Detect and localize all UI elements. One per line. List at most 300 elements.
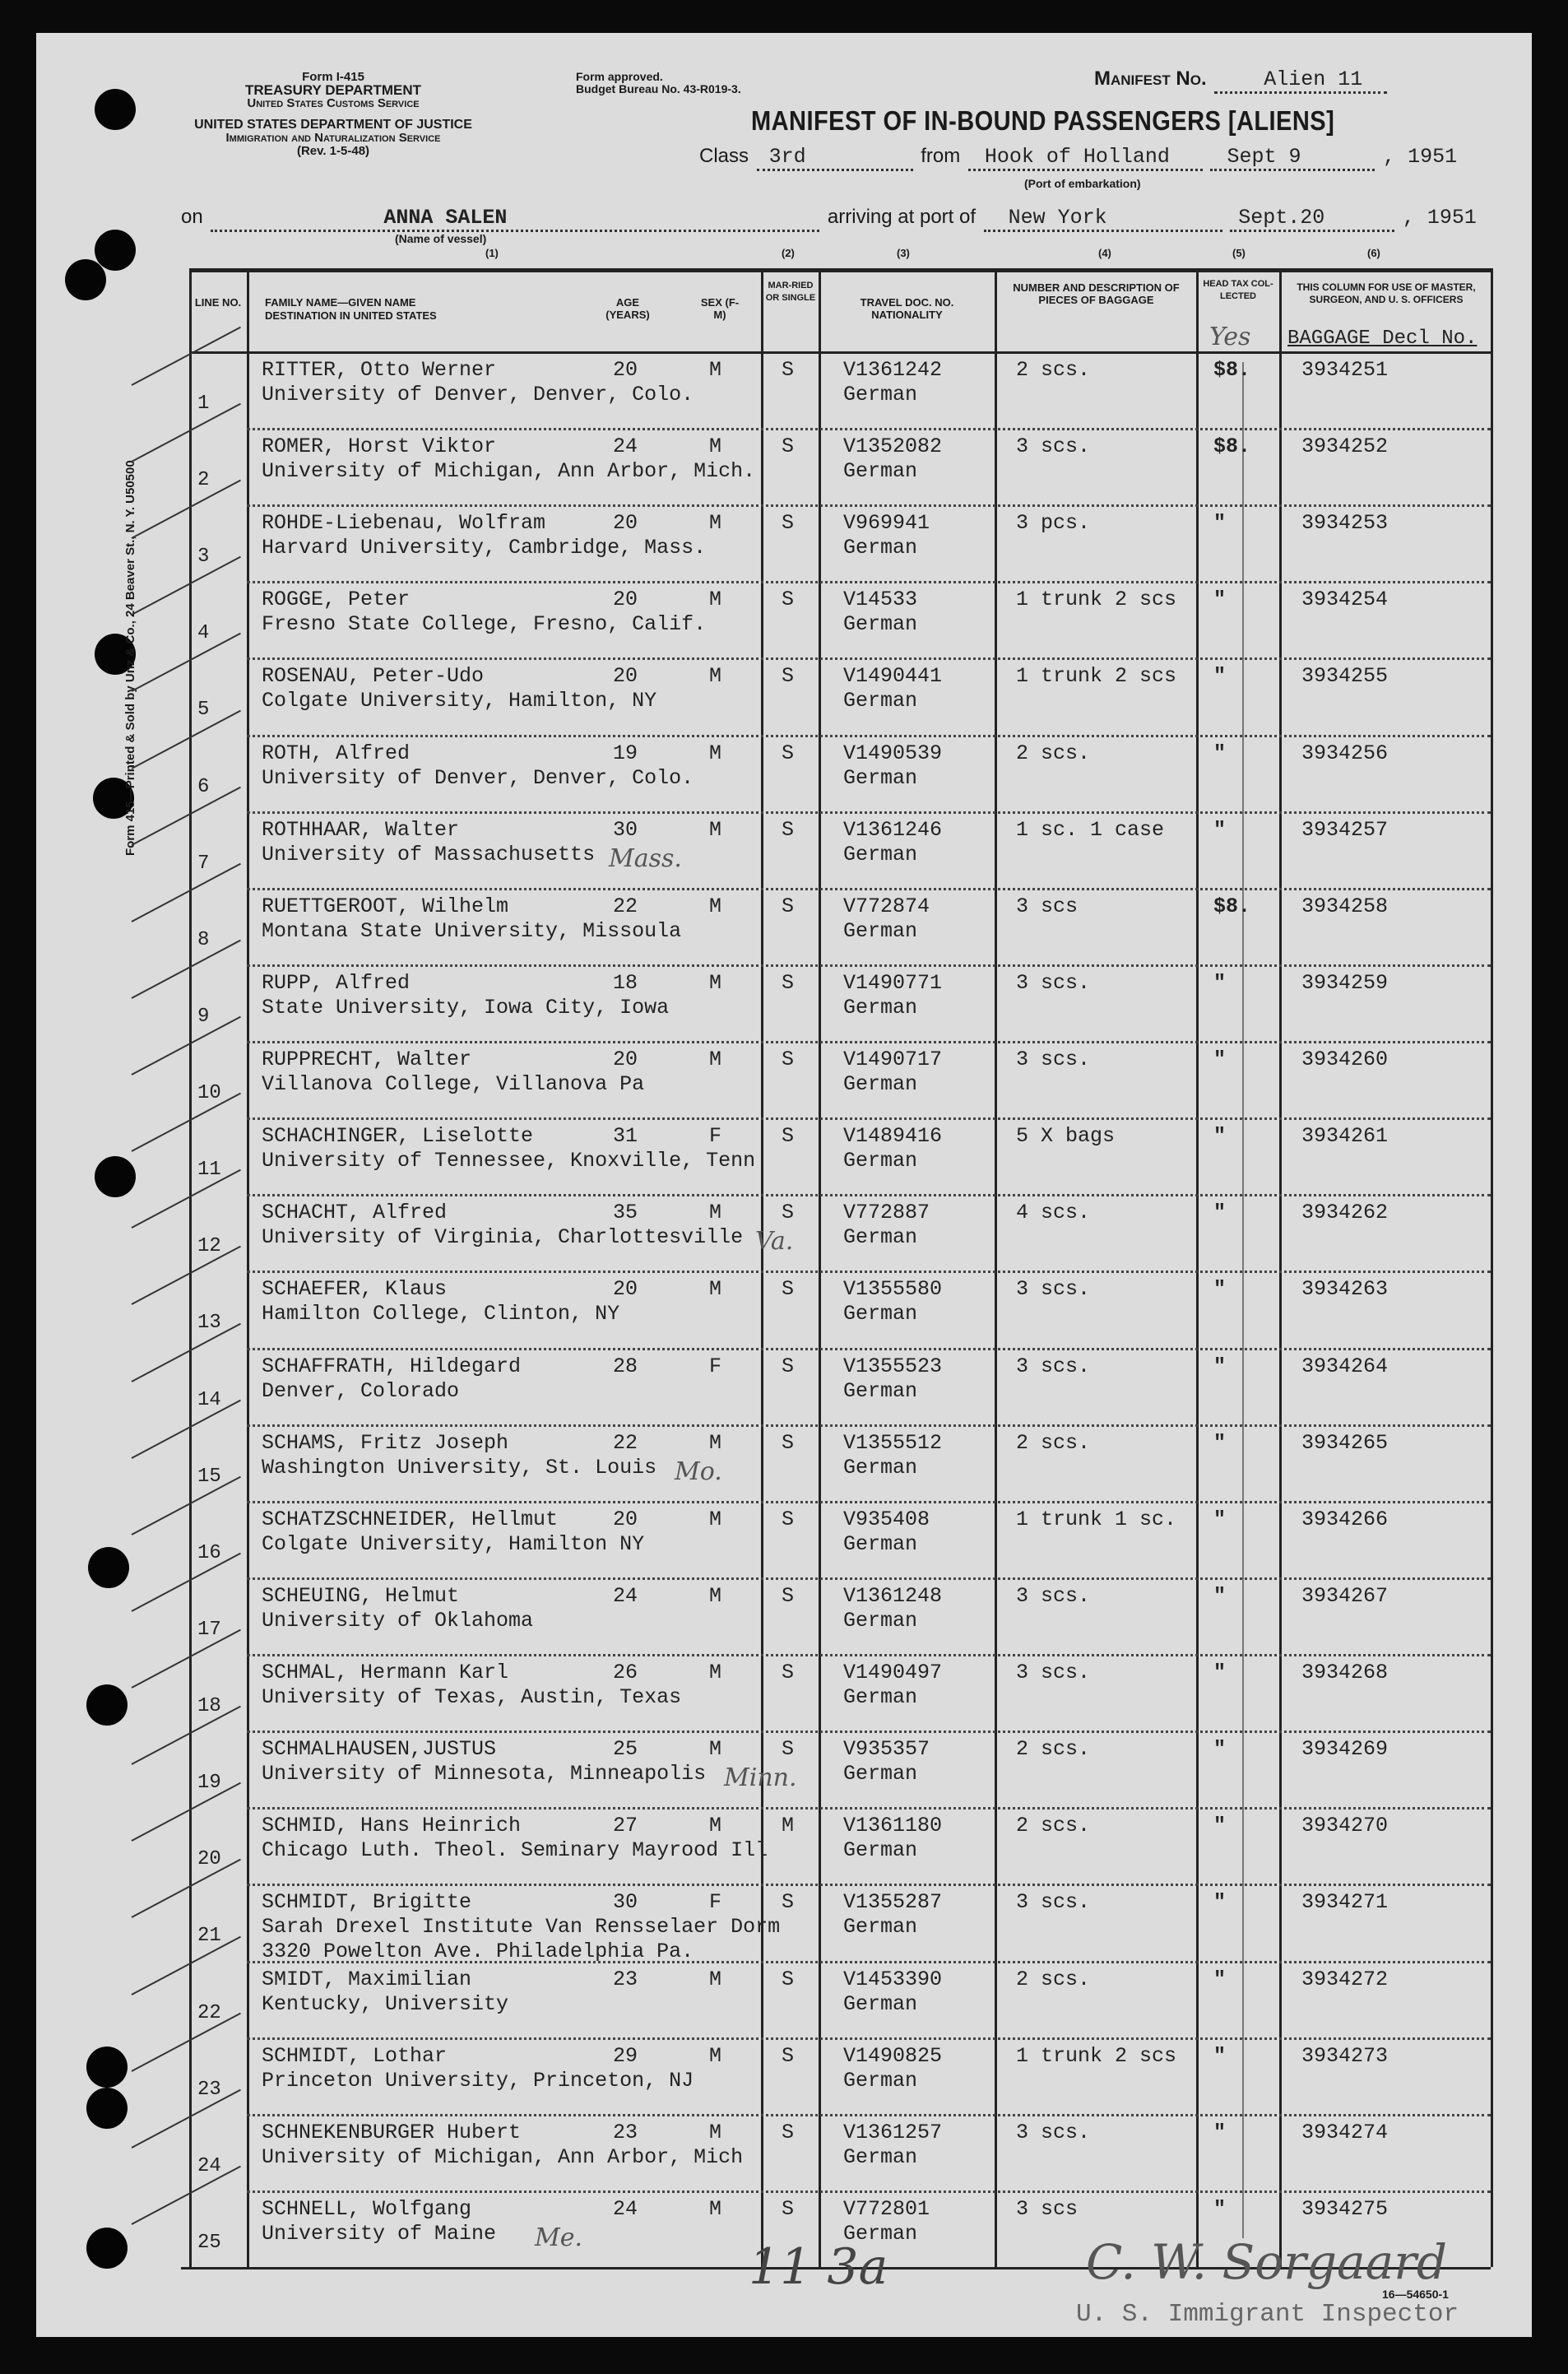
form-approved: Form approved. (576, 70, 663, 83)
vessel-line (181, 206, 1477, 232)
sex: M (709, 1737, 722, 1761)
baggage: 3 scs (1016, 894, 1079, 918)
row-separator (247, 1117, 1491, 1120)
destination: University of Oklahoma (262, 1609, 534, 1633)
nationality: German (843, 1379, 918, 1403)
line-number: 23 (197, 2079, 221, 2101)
sex: M (709, 588, 722, 611)
marital-status: S (782, 741, 795, 765)
baggage: 1 sc. 1 case (1016, 818, 1165, 842)
baggage-decl-number: 3934251 (1301, 358, 1389, 382)
travel-doc-number: V1355287 (843, 1890, 943, 1914)
column-divider (1196, 268, 1199, 2267)
baggage-decl-number: 3934265 (1301, 1431, 1389, 1455)
baggage-decl-number: 3934275 (1301, 2197, 1389, 2221)
passenger-name: SCHATZSCHNEIDER, Hellmut (262, 1508, 559, 1531)
baggage: 3 scs. (1016, 1277, 1091, 1301)
column-divider (819, 268, 821, 2267)
punch-hole (65, 259, 106, 300)
class-value: 3rd (757, 145, 913, 171)
line-number: 2 (197, 469, 210, 491)
passenger-name: ROHDE-Liebenau, Wolfram (262, 511, 546, 535)
line-number: 19 (197, 1772, 221, 1794)
destination: Washington University, St. Louis (262, 1456, 657, 1480)
sex: F (709, 1890, 722, 1914)
line-number: 9 (197, 1006, 210, 1028)
nationality: German (843, 459, 918, 483)
row-separator (247, 2190, 1491, 2193)
sex: F (709, 1124, 722, 1148)
line-number: 22 (197, 2002, 221, 2024)
passenger-name: RUETTGEROOT, Wilhelm (262, 894, 509, 918)
passenger-name: ROGGE, Peter (262, 588, 411, 611)
baggage: 3 scs. (1016, 2121, 1091, 2144)
travel-doc-number: V1490497 (843, 1661, 943, 1684)
passenger-name: SCHMIDT, Brigitte (262, 1890, 472, 1914)
sex: M (709, 2121, 722, 2144)
customs-service: United States Customs Service (247, 96, 420, 110)
age: 20 (613, 358, 638, 382)
col-header-sex: SEX (F-M) (700, 296, 740, 321)
head-tax: " (1213, 971, 1227, 995)
handwritten-state-note: Mass. (609, 844, 682, 873)
baggage-decl-number: 3934261 (1301, 1124, 1389, 1148)
passenger-name: SCHAEFER, Klaus (262, 1277, 448, 1301)
col-header-officers: THIS COLUMN FOR USE OF MASTER, SURGEON, AND U. S. OFFICERS (1297, 281, 1476, 305)
nationality: German (843, 689, 918, 713)
baggage-decl-number: 3934269 (1301, 1737, 1389, 1761)
row-separator (247, 1731, 1491, 1733)
age: 24 (613, 1584, 638, 1608)
baggage: 3 scs. (1016, 1584, 1091, 1608)
passenger-name: ROMER, Horst Viktor (262, 434, 497, 458)
col-header-destination: DESTINATION IN UNITED STATES (265, 309, 437, 322)
baggage-decl-number: 3934273 (1301, 2044, 1389, 2068)
sex: M (709, 894, 722, 918)
age: 29 (613, 2044, 638, 2068)
baggage: 3 scs. (1016, 1890, 1091, 1914)
age: 20 (613, 1277, 638, 1301)
line-number: 8 (197, 929, 210, 951)
arriving-label: arriving at port of (827, 206, 977, 228)
destination: University of Texas, Austin, Texas (262, 1685, 682, 1709)
marital-status: S (782, 1124, 795, 1148)
destination: Hamilton College, Clinton, NY (262, 1302, 620, 1326)
row-separator (247, 1194, 1491, 1196)
row-separator (247, 428, 1491, 430)
head-tax: " (1213, 1508, 1227, 1531)
from-label: from (921, 145, 961, 167)
destination: Colgate University, Hamilton NY (262, 1532, 645, 1556)
sex: M (709, 741, 722, 765)
row-separator (247, 1501, 1491, 1503)
form-approval (576, 71, 741, 95)
destination: University of Denver, Denver, Colo. (262, 766, 694, 790)
line-number: 15 (197, 1466, 221, 1488)
baggage-decl-number: 3934266 (1301, 1508, 1389, 1531)
head-tax: $8. (1213, 894, 1251, 918)
inspector-signature: C. W. Sorgaard (1086, 2234, 1448, 2290)
nationality: German (843, 2069, 918, 2093)
travel-doc-number: V1490771 (843, 971, 943, 995)
baggage: 3 pcs. (1016, 511, 1091, 535)
column-number: (3) (897, 247, 910, 259)
travel-doc-number: V969941 (843, 511, 930, 535)
age: 22 (613, 1431, 638, 1455)
baggage-decl-number: 3934255 (1301, 664, 1389, 688)
destination: Princeton University, Princeton, NJ (262, 2069, 694, 2093)
sex: M (709, 1048, 722, 1071)
destination: University of Michigan, Ann Arbor, Mich (262, 2145, 744, 2169)
nationality: German (843, 1149, 918, 1173)
treasury-dept: TREASURY DEPARTMENT (244, 82, 422, 98)
marital-status: S (782, 971, 795, 995)
head-tax: " (1213, 1431, 1227, 1455)
nationality: German (843, 1992, 918, 2016)
marital-status: S (782, 894, 795, 918)
row-separator (247, 1884, 1491, 1886)
sex: F (709, 1354, 722, 1378)
column-number: (2) (782, 247, 795, 259)
line-number: 1 (197, 393, 210, 415)
head-tax: " (1213, 1661, 1227, 1684)
destination: Chicago Luth. Theol. Seminary Mayrood Ill (262, 1838, 768, 1862)
destination: University of Tennessee, Knoxville, Tenn (262, 1149, 756, 1173)
vessel-name: ANNA SALEN (211, 206, 819, 232)
marital-status: S (782, 1201, 795, 1224)
travel-doc-number: V1352082 (843, 434, 943, 458)
handwritten-state-note: Mo. (675, 1457, 722, 1486)
row-separator (247, 2114, 1491, 2116)
nationality: German (843, 843, 918, 866)
head-tax: " (1213, 2197, 1227, 2221)
vessel-caption: (Name of vessel) (395, 232, 487, 245)
head-tax: " (1213, 2121, 1227, 2144)
nationality: German (843, 1225, 918, 1249)
age: 20 (613, 588, 638, 611)
line-number: 18 (197, 1695, 221, 1717)
marital-status: S (782, 1967, 795, 1991)
baggage: 3 scs. (1016, 1354, 1091, 1378)
travel-doc-number: V1355580 (843, 1277, 943, 1301)
age: 23 (613, 1967, 638, 1991)
baggage-decl-number: 3934260 (1301, 1048, 1389, 1071)
baggage: 3 scs. (1016, 971, 1091, 995)
travel-doc-number: V1490825 (843, 2044, 943, 2068)
col-header-married: MAR-RIED OR SINGLE (765, 281, 816, 303)
manifest-no-value: Alien 11 (1214, 67, 1387, 94)
travel-doc-number: V1490717 (843, 1048, 943, 1071)
column-divider (247, 268, 249, 2267)
travel-doc-number: V935357 (843, 1737, 930, 1761)
punch-hole (86, 1684, 128, 1726)
departure-date: Sept 9 (1210, 145, 1375, 171)
baggage: 2 scs. (1016, 1967, 1091, 1991)
baggage: 4 scs. (1016, 1201, 1091, 1224)
head-tax: " (1213, 1277, 1227, 1301)
row-separator (247, 964, 1491, 967)
line-number: 14 (197, 1389, 221, 1411)
passenger-name: RITTER, Otto Werner (262, 358, 497, 382)
row-separator (247, 811, 1491, 814)
punch-hole (86, 2228, 128, 2269)
head-tax: " (1213, 1124, 1227, 1148)
travel-doc-number: V1355523 (843, 1354, 943, 1378)
travel-doc-number: V772887 (843, 1201, 930, 1224)
line-number: 11 (197, 1159, 221, 1181)
head-tax: $8. (1213, 434, 1251, 458)
port-embarkation-caption: (Port of embarkation) (1024, 177, 1141, 190)
nationality: German (843, 1609, 918, 1633)
column-divider (995, 268, 997, 2267)
head-tax: " (1213, 1584, 1227, 1608)
sex: M (709, 1201, 722, 1224)
marital-status: S (782, 588, 795, 611)
handwritten-state-note: Me. (535, 2223, 583, 2252)
sex: M (709, 1967, 722, 1991)
travel-doc-number: V772874 (843, 894, 930, 918)
column-number: (6) (1367, 247, 1380, 259)
row-separator (247, 1424, 1491, 1427)
row-separator (247, 1807, 1491, 1810)
sex: M (709, 818, 722, 842)
travel-doc-number: V772801 (843, 2197, 930, 2221)
travel-doc-number: V1355512 (843, 1431, 943, 1455)
passenger-name: SCHMIDT, Lothar (262, 2044, 448, 2068)
age: 24 (613, 434, 638, 458)
destination: Montana State University, Missoula (262, 919, 682, 943)
head-tax: " (1213, 511, 1227, 535)
age: 25 (613, 1737, 638, 1761)
head-tax: " (1213, 2044, 1227, 2068)
marital-status: S (782, 2044, 795, 2068)
col-header-age: AGE (YEARS) (605, 296, 650, 321)
row-separator (247, 735, 1491, 737)
destination: University of Massachusetts (262, 843, 596, 866)
row-separator (247, 2037, 1491, 2040)
line-number: 3 (197, 546, 210, 568)
destination: University of Michigan, Ann Arbor, Mich. (262, 459, 756, 483)
baggage-decl-number: 3934254 (1301, 588, 1389, 611)
sex: M (709, 1584, 722, 1608)
handwritten-state-note: Minn. (724, 1763, 797, 1792)
column-divider (1491, 268, 1493, 2267)
age: 23 (613, 2121, 638, 2144)
destination: University of Denver, Denver, Colo. (262, 383, 694, 407)
sex: M (709, 1277, 722, 1301)
travel-doc-number: V1361242 (843, 358, 943, 382)
nationality: German (843, 1915, 918, 1939)
head-tax: " (1213, 1048, 1227, 1071)
baggage-decl-number: 3934259 (1301, 971, 1389, 995)
baggage-decl-number: 3934270 (1301, 1814, 1389, 1837)
marital-status: M (782, 1814, 795, 1837)
line-number: 10 (197, 1082, 221, 1104)
head-tax: " (1213, 1890, 1227, 1914)
document-title: MANIFEST OF IN-BOUND PASSENGERS [ALIENS] (751, 105, 1335, 136)
passenger-name: ROSENAU, Peter-Udo (262, 664, 485, 688)
head-tax-handwritten-yes: Yes (1209, 323, 1251, 351)
head-tax: " (1213, 818, 1227, 842)
passenger-name: SCHNEKENBURGER Hubert (262, 2121, 522, 2144)
destination: Villanova College, Villanova Pa (262, 1072, 645, 1096)
destination: Harvard University, Cambridge, Mass. (262, 536, 707, 560)
row-separator (247, 1654, 1491, 1656)
passenger-name: RUPPRECHT, Walter (262, 1048, 472, 1071)
col-header-travel-doc: TRAVEL DOC. NO. NATIONALITY (860, 296, 954, 321)
line-number: 13 (197, 1312, 221, 1334)
line-number: 7 (197, 853, 210, 875)
marital-status: S (782, 2197, 795, 2221)
baggage: 2 scs. (1016, 1431, 1091, 1455)
punch-hole (95, 89, 136, 130)
row-separator (247, 1041, 1491, 1043)
travel-doc-number: V1453390 (843, 1967, 943, 1991)
baggage: 3 scs (1016, 2197, 1079, 2221)
passenger-name: SCHEUING, Helmut (262, 1584, 460, 1608)
col-header-name: FAMILY NAME—GIVEN NAME (265, 296, 416, 309)
passenger-name: SCHAMS, Fritz Joseph (262, 1431, 509, 1455)
marital-status: S (782, 1584, 795, 1608)
handwritten-ditto-line (1242, 362, 1244, 2238)
nationality: German (843, 383, 918, 407)
handwritten-mark: 11 3a (749, 2238, 888, 2296)
sex: M (709, 1508, 722, 1531)
baggage-decl-number: 3934271 (1301, 1890, 1389, 1914)
row-separator (247, 1271, 1491, 1273)
marital-status: S (782, 1737, 795, 1761)
baggage: 2 scs. (1016, 741, 1091, 765)
destination: Kentucky, University (262, 1992, 509, 2016)
baggage-decl-number: 3934257 (1301, 818, 1389, 842)
line-number: 5 (197, 699, 210, 721)
marital-status: S (782, 1661, 795, 1684)
head-tax: " (1213, 741, 1227, 765)
column-number: (5) (1232, 247, 1246, 259)
marital-status: S (782, 1508, 795, 1531)
age: 24 (613, 2197, 638, 2221)
head-tax: " (1213, 1967, 1227, 1991)
row-separator (247, 888, 1491, 890)
destination: Denver, Colorado (262, 1379, 460, 1403)
class-label: Class (699, 145, 749, 167)
col-header-line-no: LINE NO. (194, 296, 242, 309)
marital-status: S (782, 1890, 795, 1914)
head-tax: $8. (1213, 358, 1251, 382)
row-separator (247, 581, 1491, 583)
punch-hole (86, 2088, 128, 2129)
line-number: 4 (197, 622, 210, 644)
head-tax: " (1213, 1354, 1227, 1378)
sex: M (709, 358, 722, 382)
marital-status: S (782, 818, 795, 842)
destination: University of Maine (262, 2222, 497, 2246)
sex: M (709, 1431, 722, 1455)
sex: M (709, 1814, 722, 1837)
line-number: 25 (197, 2232, 221, 2254)
sex: M (709, 434, 722, 458)
age: 26 (613, 1661, 638, 1684)
travel-doc-number: V1361257 (843, 2121, 943, 2144)
form-revision: (Rev. 1-5-48) (296, 144, 370, 158)
nationality: German (843, 919, 918, 943)
destination: Fresno State College, Fresno, Calif. (262, 612, 707, 636)
travel-doc-number: V1361246 (843, 818, 943, 842)
form-number: Form I-415 (302, 70, 364, 84)
destination: University of Minnesota, Minneapolis (262, 1762, 707, 1786)
column-number: (4) (1098, 247, 1111, 259)
age: 30 (613, 1890, 638, 1914)
ins-service: Immigration and Naturalization Service (225, 131, 441, 145)
head-tax: " (1213, 1737, 1227, 1761)
class-line (699, 145, 1457, 171)
age: 20 (613, 1048, 638, 1071)
row-separator (247, 1577, 1491, 1580)
line-number: 21 (197, 1925, 221, 1947)
destination-line-2: 3320 Powelton Ave. Philadelphia Pa. (262, 1940, 694, 1963)
travel-doc-number: V935408 (843, 1508, 930, 1531)
baggage-decl-number: 3934264 (1301, 1354, 1389, 1378)
punch-hole (86, 2046, 128, 2088)
column-divider (1279, 268, 1282, 2267)
age: 19 (613, 741, 638, 765)
baggage: 5 X bags (1016, 1124, 1116, 1148)
travel-doc-number: V1361180 (843, 1814, 943, 1837)
destination: Sarah Drexel Institute Van Rensselaer Dorm (262, 1915, 781, 1939)
inspector-title: U. S. Immigrant Inspector (1076, 2300, 1459, 2329)
line-number: 17 (197, 1619, 221, 1641)
sex: M (709, 1661, 722, 1684)
baggage: 2 scs. (1016, 1814, 1091, 1837)
baggage: 3 scs. (1016, 1048, 1091, 1071)
col-header-head-tax: HEAD TAX COL-LECTED (1203, 279, 1273, 301)
destination: University of Virginia, Charlottesville (262, 1225, 744, 1249)
sex: M (709, 511, 722, 535)
passenger-name: SCHNELL, Wolfgang (262, 2197, 472, 2221)
passenger-name: SCHMID, Hans Heinrich (262, 1814, 522, 1837)
marital-status: S (782, 434, 795, 458)
row-separator (247, 504, 1491, 507)
passenger-name: ROTHHAAR, Walter (262, 818, 460, 842)
departure-year: , 1951 (1383, 145, 1458, 169)
marital-status: S (782, 664, 795, 688)
nationality: German (843, 766, 918, 790)
punch-hole (95, 1156, 136, 1197)
manifest-no-label: Manifest No. (1094, 67, 1207, 90)
age: 22 (613, 894, 638, 918)
age: 35 (613, 1201, 638, 1224)
head-tax: " (1213, 1201, 1227, 1224)
sex: M (709, 2197, 722, 2221)
travel-doc-number: V14533 (843, 588, 918, 611)
destination: State University, Iowa City, Iowa (262, 996, 670, 1020)
sex: M (709, 664, 722, 688)
baggage-decl-number: 3934272 (1301, 1967, 1389, 1991)
budget-bureau: Budget Bureau No. 43-R019-3. (576, 82, 741, 95)
punch-hole (95, 230, 136, 271)
arrival-port: New York (984, 206, 1222, 232)
baggage: 1 trunk 2 scs (1016, 2044, 1177, 2068)
baggage-decl-number: 3934267 (1301, 1584, 1389, 1608)
travel-doc-number: V1490441 (843, 664, 943, 688)
nationality: German (843, 536, 918, 560)
age: 31 (613, 1124, 638, 1148)
arrival-date: Sept.20 (1230, 206, 1394, 232)
col-header-baggage: NUMBER AND DESCRIPTION OF PIECES OF BAGGAGE (1013, 281, 1180, 306)
baggage-decl-number: 3934262 (1301, 1201, 1389, 1224)
passenger-name: SCHACHINGER, Liselotte (262, 1124, 534, 1148)
passenger-name: RUPP, Alfred (262, 971, 411, 995)
